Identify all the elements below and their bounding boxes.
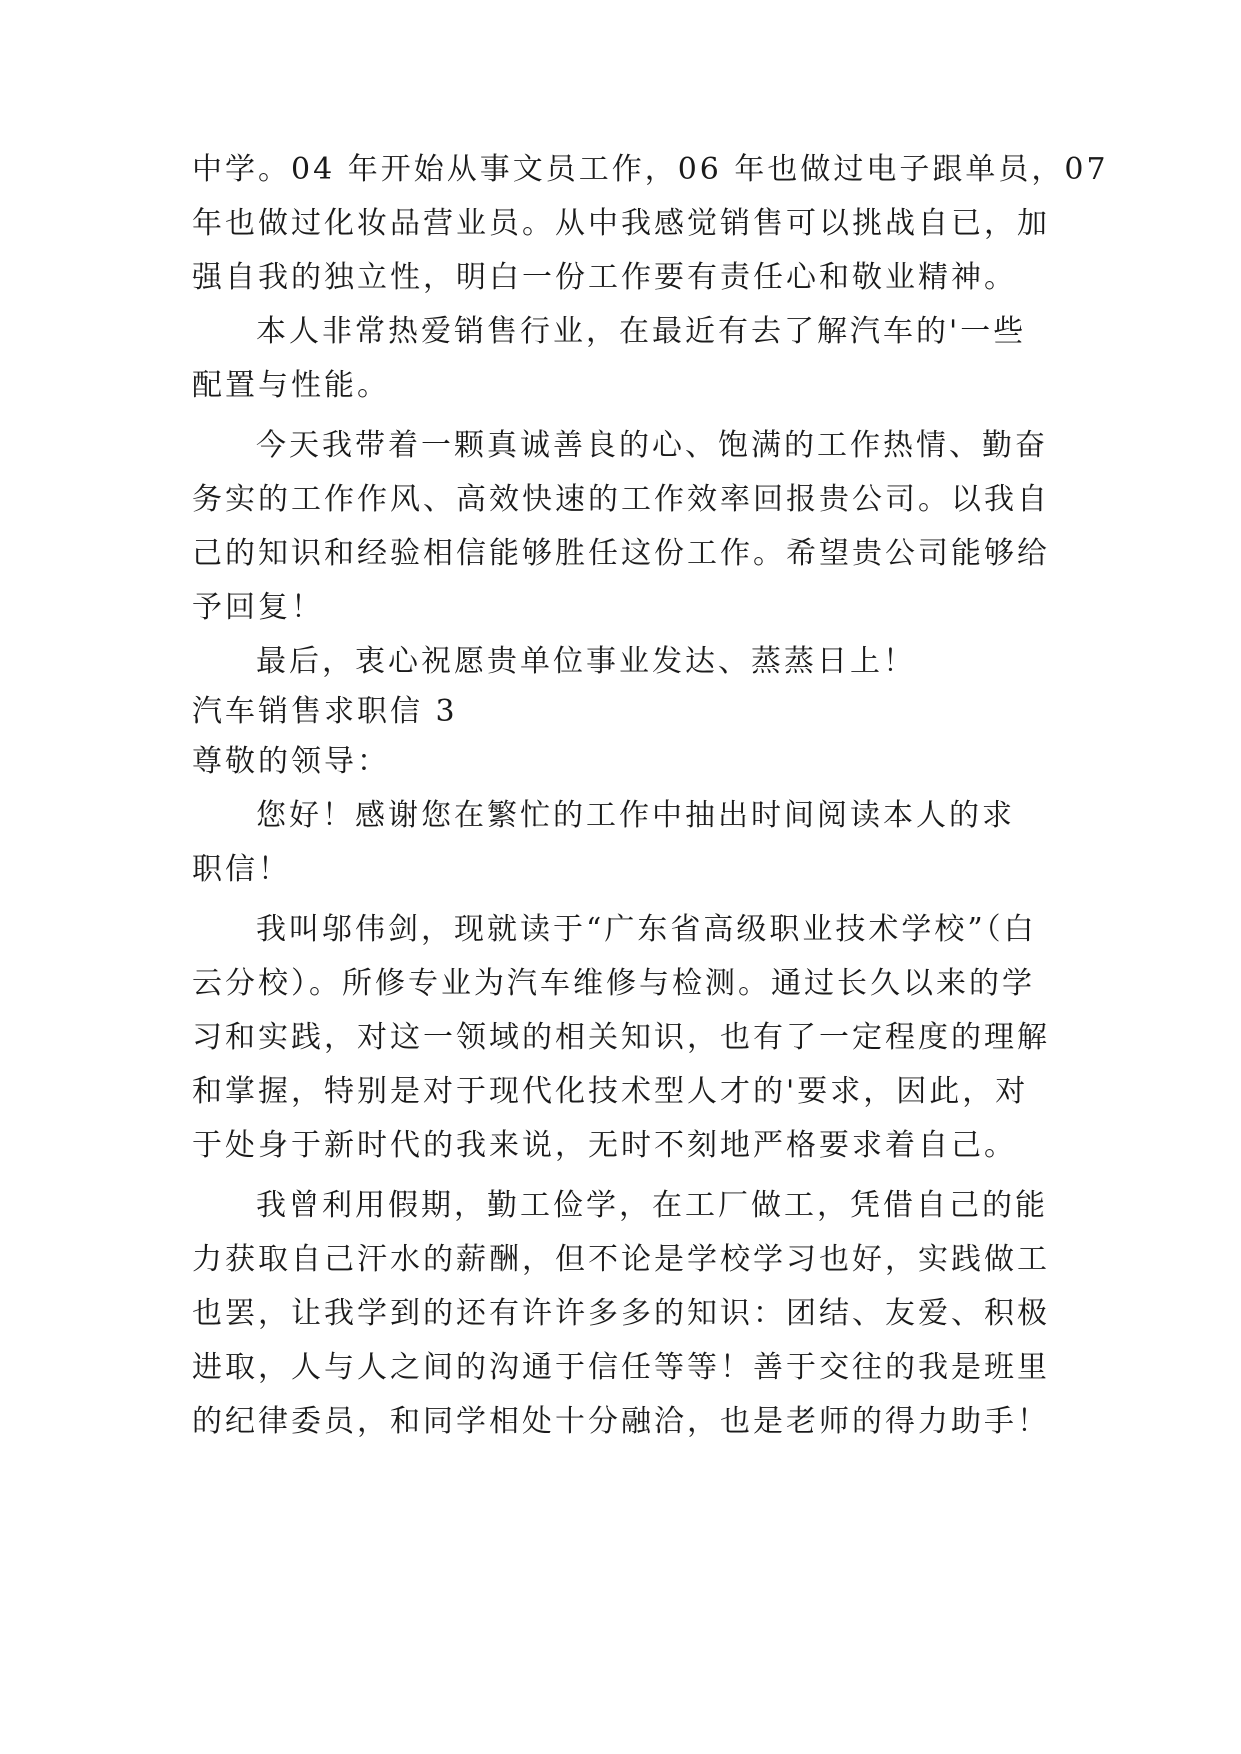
text-line: 您好！感谢您在繁忙的工作中抽出时间阅读本人的求	[256, 798, 1015, 833]
text-line: 己的知识和经验相信能够胜任这份工作。希望贵公司能够给	[192, 536, 1050, 571]
text-line: 配置与性能。	[192, 368, 390, 403]
text-line: 中学。04 年开始从事文员工作，06 年也做过电子跟单员，07	[192, 152, 1109, 187]
text-line: 和掌握，特别是对于现代化技术型人才的'要求，因此，对	[192, 1074, 1029, 1109]
text-line: 进取，人与人之间的沟通于信任等等！善于交往的我是班里	[192, 1350, 1050, 1385]
section-heading: 汽车销售求职信 3	[192, 694, 458, 729]
text-line: 强自我的独立性，明白一份工作要有责任心和敬业精神。	[192, 260, 1017, 295]
text-line: 云分校）。所修专业为汽车维修与检测。通过长久以来的学	[192, 966, 1035, 1001]
text-line: 务实的工作作风、高效快速的工作效率回报贵公司。以我自	[192, 482, 1050, 517]
text-line: 于处身于新时代的我来说，无时不刻地严格要求着自己。	[192, 1128, 1017, 1163]
text-line: 力获取自己汗水的薪酬，但不论是学校学习也好，实践做工	[192, 1242, 1050, 1277]
text-line: 最后，衷心祝愿贵单位事业发达、蒸蒸日上！	[256, 644, 916, 679]
salutation: 尊敬的领导：	[192, 744, 390, 779]
text-line: 本人非常热爱销售行业，在最近有去了解汽车的'一些	[256, 314, 1027, 349]
text-line: 年也做过化妆品营业员。从中我感觉销售可以挑战自已，加	[192, 206, 1050, 241]
text-line: 也罢，让我学到的还有许许多多的知识：团结、友爱、积极	[192, 1296, 1050, 1331]
text-line: 今天我带着一颗真诚善良的心、饱满的工作热情、勤奋	[256, 428, 1048, 463]
text-line: 的纪律委员，和同学相处十分融洽，也是老师的得力助手！	[192, 1404, 1050, 1439]
text-line: 予回复！	[192, 590, 324, 625]
text-line: 我叫邬伟剑，现就读于“广东省高级职业技术学校”（白	[256, 912, 1037, 947]
text-line: 习和实践，对这一领域的相关知识，也有了一定程度的理解	[192, 1020, 1050, 1055]
text-line: 我曾利用假期，勤工俭学，在工厂做工，凭借自己的能	[256, 1188, 1048, 1223]
text-line: 职信！	[192, 852, 291, 887]
